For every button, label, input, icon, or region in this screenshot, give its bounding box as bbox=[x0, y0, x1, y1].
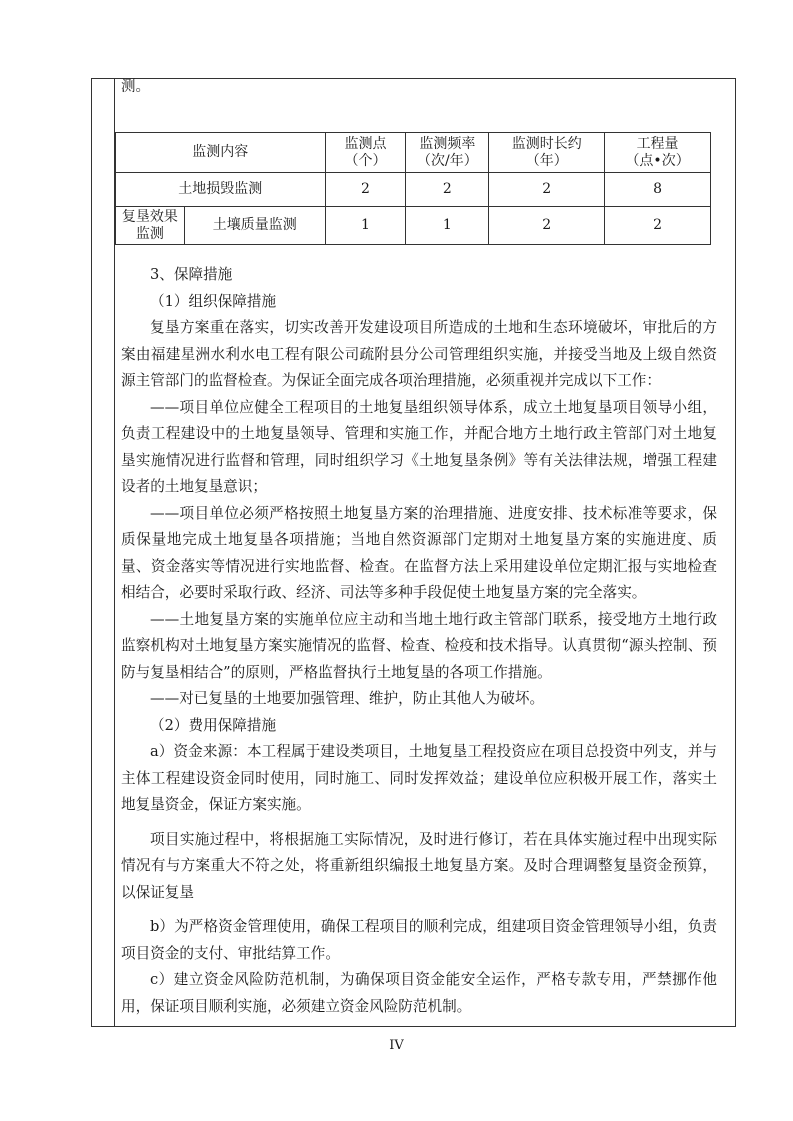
paragraph: c）建立资金风险防范机制，为确保项目资金能安全运作，严格专款专用，严禁挪作他用，保证项目顺利实施，必须建立资金风险防范机制。 bbox=[121, 971, 717, 1015]
header-line: 监测点 bbox=[344, 135, 387, 152]
header-workload bbox=[605, 133, 711, 173]
header-unit: （次/年） bbox=[417, 152, 478, 169]
section-heading: 3、保障措施 bbox=[150, 266, 233, 283]
row-label: 土壤质量监测 bbox=[184, 207, 325, 245]
cell-value: 2 bbox=[605, 207, 711, 245]
body-content bbox=[121, 262, 717, 1020]
cell-value: 2 bbox=[325, 173, 406, 207]
cell-value: 1 bbox=[325, 207, 406, 245]
header-unit: （个） bbox=[344, 152, 387, 169]
header-monitor-duration bbox=[489, 133, 605, 173]
cell-value: 2 bbox=[406, 173, 489, 207]
table-row bbox=[116, 173, 711, 207]
table-header-row bbox=[116, 133, 711, 173]
page-number: IV bbox=[389, 1038, 404, 1053]
header-unit: （点•次） bbox=[625, 152, 690, 169]
header-monitor-frequency bbox=[406, 133, 489, 173]
cell-value: 2 bbox=[489, 173, 605, 207]
paragraph: ——土地复垦方案的实施单位应主动和当地土地行政主管部门联系，接受地方土地行政监察机构对土地复垦方案实施情况的监督、检查、检疫和技术指导。认真贯彻“源头控制、预防与复垦相结合”的原则，严格监督执行土地复垦的各项工作措施。 bbox=[121, 610, 717, 681]
table-row bbox=[116, 207, 711, 245]
header-monitor-content: 监测内容 bbox=[116, 133, 326, 173]
header-monitor-points bbox=[325, 133, 406, 173]
header-unit: （年） bbox=[525, 152, 568, 169]
continuation-text: 测。 bbox=[121, 79, 150, 95]
paragraph: ——对已复垦的土地要加强管理、维护，防止其他人为破坏。 bbox=[150, 690, 545, 707]
row-label: 土地损毁监测 bbox=[116, 173, 326, 207]
cell-value: 1 bbox=[406, 207, 489, 245]
group-line: 监测 bbox=[135, 225, 164, 242]
row-group-label bbox=[116, 207, 185, 245]
header-line: 监测时长约 bbox=[511, 135, 582, 152]
monitoring-table bbox=[115, 132, 711, 245]
paragraph: 复垦方案重在落实，切实改善开发建设项目所造成的土地和生态环境破坏，审批后的方案由福建星洲水利水电工程有限公司疏附县分公司管理组织实施，并接受当地及上级自然资源主管部门的监督检查。为保证全面完成各项治理措施，必须重视并完成以下工作： bbox=[121, 319, 717, 389]
group-line: 复垦效果 bbox=[121, 208, 178, 225]
header-line: 工程量 bbox=[636, 135, 679, 152]
paragraph: ——项目单位应健全工程项目的土地复垦组织领导体系，成立土地复垦项目领导小组，负责工程建设中的土地复垦领导、管理和实施工作，并配合地方土地行政主管部门对土地复垦实施情况进行监督和管理，同时组织学习《土地复垦条例》等有关法律法规，增强工程建设者的土地复垦意识； bbox=[121, 398, 717, 495]
paragraph: 项目实施过程中，将根据施工实际情况，及时进行修订，若在具体实施过程中出现实际情况有与方案重大不符之处，将重新组织编报土地复垦方案。及时合理调整复垦资金预算，以保证复垦 bbox=[121, 830, 717, 901]
paragraph: b）为严格资金管理使用，确保工程项目的顺利完成，组建项目资金管理领导小组，负责项目资金的支付、审批结算工作。 bbox=[121, 918, 717, 962]
paragraph: a）资金来源：本工程属于建设类项目，土地复垦工程投资应在项目总投资中列支，并与主体工程建设资金同时使用，同时施工、同时发挥效益；建设单位应积极开展工作，落实土地复垦资金，保证方案实施。 bbox=[121, 743, 717, 813]
header-line: 监测频率 bbox=[419, 135, 476, 152]
subsection-heading: （1）组织保障措施 bbox=[150, 292, 277, 310]
cell-value: 2 bbox=[489, 207, 605, 245]
cell-value: 8 bbox=[605, 173, 711, 207]
paragraph: ——项目单位必须严格按照土地复垦方案的治理措施、进度安排、技术标准等要求，保质保量地完成土地复垦各项措施；当地自然资源部门定期对土地复垦方案的实施进度、质量、资金落实等情况进行实地监督、检查。在监督方法上采用建设单位定期汇报与实地检查相结合，必要时采取行政、经济、司法等多种手段促使土地复垦方案的完全落实。 bbox=[121, 504, 717, 601]
subsection-heading: （2）费用保障措施 bbox=[150, 716, 277, 734]
